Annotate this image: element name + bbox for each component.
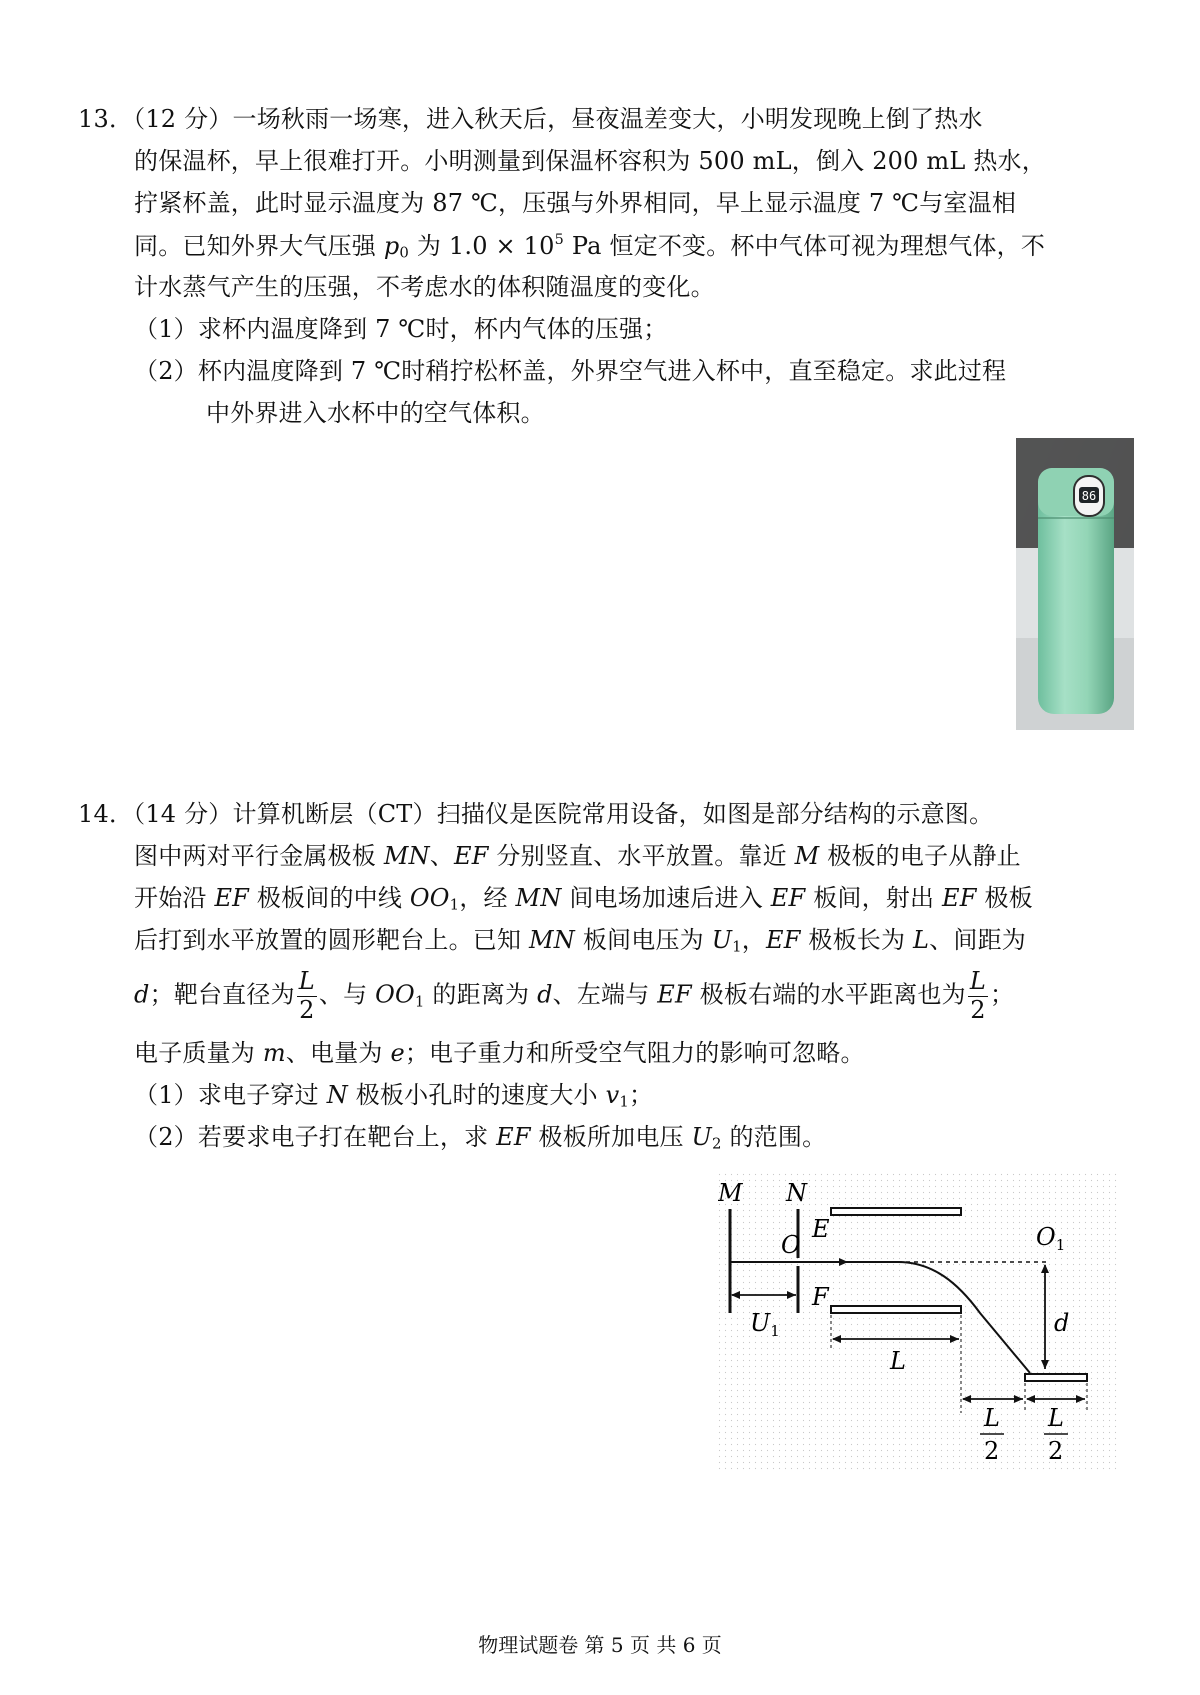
q14-l2c: 分别竖直、水平放置。靠近 <box>488 842 795 870</box>
q14-l6a: 电子质量为 <box>134 1039 263 1067</box>
p0-symbol <box>384 232 409 260</box>
q14-s1b: 极板小孔时的速度大小 <box>347 1081 606 1109</box>
q14-l4d: 极板长为 <box>800 926 914 954</box>
q14-sub2 <box>134 1125 826 1152</box>
q14-line4 <box>134 928 1026 955</box>
q14-s2b: 极板所加电压 <box>530 1123 692 1151</box>
label-N: N <box>786 1179 807 1207</box>
q14-l3e: 板间，射出 <box>805 884 943 912</box>
q14-line5 <box>134 968 1014 1024</box>
target-plate <box>1025 1374 1087 1381</box>
label-O: O <box>781 1231 801 1259</box>
q13-line2 <box>134 149 1046 173</box>
q14-line6 <box>134 1041 865 1065</box>
q14-s1-n: N <box>326 1081 348 1109</box>
q14-l4-u-sub: 1 <box>732 937 742 956</box>
q14-line3 <box>134 886 1033 913</box>
q14-l2-mn: MN <box>383 842 430 870</box>
q14-l6-m: m <box>262 1039 286 1067</box>
q14-s1-v: v <box>605 1081 620 1109</box>
q14-l5-d2: d <box>537 980 553 1009</box>
q14-l3-oo: OO <box>409 884 450 912</box>
q14-l2a: 图中两对平行金属极板 <box>134 842 384 870</box>
q14-l4-l: L <box>913 926 930 954</box>
q14-l4-ef: EF <box>766 926 801 954</box>
q14-l3-ef2: EF <box>770 884 806 912</box>
q14-l4-mn: MN <box>529 926 576 954</box>
q14-l3-oo-sub: 1 <box>449 895 460 914</box>
q14-l4c: ， <box>741 926 766 954</box>
q13-sub2-line1 <box>134 359 1006 383</box>
q14-l3a: 开始沿 <box>134 884 215 912</box>
q14-text-line1: （14 分）计算机断层（CT）扫描仪是医院常用设备，如图是部分结构的示意图。 <box>133 800 994 828</box>
q13-text-line2: 的保温杯，早上很难打开。小明测量到保温杯容积为 500 mL，倒入 200 mL 热水， <box>134 147 1046 175</box>
q14-l3-mn: MN <box>515 884 562 912</box>
q14-s2-u-sub: 2 <box>711 1134 722 1153</box>
q13-text-line4c: Pa 恒定不变。杯中气体可视为理想气体，不 <box>563 232 1046 261</box>
label-half-l-2-num: L <box>1048 1404 1064 1432</box>
q14-l5-oo: OO <box>375 980 415 1009</box>
q14-l5-d: d <box>134 980 150 1009</box>
label-L: L <box>890 1347 906 1375</box>
fraction-l-over-2 <box>297 968 317 1024</box>
p0-letter: p <box>383 232 400 261</box>
q14-s2a: （2）若要求电子打在靶台上，求 <box>134 1123 497 1151</box>
q14-l4e: 、间距为 <box>929 926 1026 954</box>
q13-text-line5: 计水蒸气产生的压强，不考虑水的体积随温度的变化。 <box>134 273 715 301</box>
plate-f <box>831 1306 961 1313</box>
q14-s2-u: U <box>691 1123 712 1151</box>
q14-l5a: ；靶台直径为 <box>149 980 295 1009</box>
label-U1: $U_1$ <box>750 1309 780 1340</box>
q13-sub1 <box>134 317 667 341</box>
q13-line5 <box>134 275 715 299</box>
q14-s2c: 的范围。 <box>721 1123 827 1151</box>
q14-l2-ef: EF <box>454 842 489 870</box>
q13-line4 <box>134 233 1045 261</box>
q14-l5c: 的距离为 <box>424 980 538 1009</box>
label-half-l-2-den: 2 <box>1048 1437 1064 1465</box>
label-d: d <box>1054 1309 1070 1337</box>
q13-sub2-text1: （2）杯内温度降到 7 ℃时稍拧松杯盖，外界空气进入杯中，直至稳定。求此过程 <box>134 357 1007 385</box>
q14-l5e: 、左端与 <box>552 980 658 1009</box>
q14-l3d: 间电场加速后进入 <box>561 884 771 912</box>
p0-subscript: 0 <box>399 243 410 262</box>
q14-l2-m: M <box>794 842 820 870</box>
q14-l2b: 、 <box>429 842 455 870</box>
q14-l3c: ，经 <box>459 884 516 912</box>
q13-sub2-line2 <box>206 401 545 425</box>
frac-den-b: 2 <box>970 995 986 1024</box>
q13-text-line4a: 同。已知外界大气压强 <box>134 232 384 261</box>
label-F: F <box>812 1283 829 1311</box>
frac-den: 2 <box>299 995 315 1024</box>
page-footer: 物理试题卷 第 5 页 共 6 页 <box>478 1633 722 1657</box>
label-O1: $O_1$ <box>1036 1223 1066 1254</box>
thermos-display: 86 <box>1081 489 1097 503</box>
q13-number: 13． <box>78 105 134 133</box>
exponent: 5 <box>554 232 564 248</box>
frac-num-b: L <box>969 967 987 995</box>
q14-l3-ef3: EF <box>942 884 977 912</box>
q14-s2-ef: EF <box>496 1123 531 1151</box>
label-half-l-1-den: 2 <box>984 1437 1000 1465</box>
q14-l3b: 极板间的中线 <box>249 884 410 912</box>
q14-l5-oo-sub: 1 <box>414 992 425 1011</box>
q14-l6c: ；电子重力和所受空气阻力的影响可忽略。 <box>404 1039 865 1067</box>
q13-text-line1: （12 分）一场秋雨一场寒，进入秋天后，昼夜温差变大，小明发现晚上倒了热水 <box>133 105 983 133</box>
label-M: M <box>718 1179 743 1207</box>
q13-sub1-text: （1）求杯内温度降到 7 ℃时，杯内气体的压强； <box>134 315 668 343</box>
q14-l3f: 极板 <box>976 884 1033 912</box>
q14-l2d: 极板的电子从静止 <box>819 842 1021 870</box>
ct-diagram <box>718 1173 1118 1473</box>
q14-line1 <box>78 802 993 826</box>
plate-e <box>831 1208 961 1215</box>
q14-s1a: （1）求电子穿过 <box>134 1081 327 1109</box>
thermos-photo <box>1016 438 1134 730</box>
q14-sub1 <box>134 1083 653 1110</box>
q14-l5g: ； <box>990 980 1015 1009</box>
fraction-l-over-2-b <box>968 968 988 1024</box>
q14-l6b: 、电量为 <box>285 1039 391 1067</box>
q14-l4b: 板间电压为 <box>575 926 712 954</box>
q14-line2 <box>134 844 1021 868</box>
q14-s1-v-sub: 1 <box>619 1092 630 1111</box>
q14-l6-e: e <box>390 1039 405 1067</box>
q14-l5-ef: EF <box>657 980 692 1009</box>
q14-l5f: 极板右端的水平距离也为 <box>691 980 966 1009</box>
q14-l5b: 、与 <box>318 980 376 1009</box>
q14-l4a: 后打到水平放置的圆形靶台上。已知 <box>134 926 530 954</box>
q14-s1c: ； <box>629 1081 654 1109</box>
q14-l4-u: U <box>711 926 733 954</box>
q13-line3 <box>134 191 1016 215</box>
q13-line1 <box>78 107 983 131</box>
q14-l3-ef: EF <box>214 884 250 912</box>
q13-sub2-text2: 中外界进入水杯中的空气体积。 <box>206 399 545 427</box>
q14-number: 14． <box>78 800 134 828</box>
frac-num: L <box>298 967 315 995</box>
q13-text-line4b: 为 1.0 × 10 <box>409 232 555 261</box>
q13-text-line3: 拧紧杯盖，此时显示温度为 87 ℃，压强与外界相同，早上显示温度 7 ℃与室温相 <box>134 189 1017 217</box>
label-E: E <box>812 1215 830 1243</box>
label-half-l-1-num: L <box>984 1404 1000 1432</box>
